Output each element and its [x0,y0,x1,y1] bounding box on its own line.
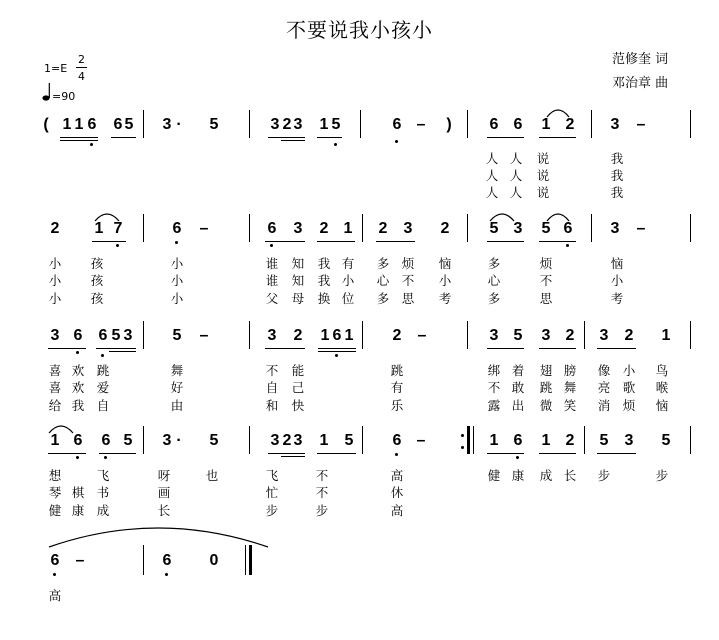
lyric: 我 [71,398,85,413]
note: 2 [293,327,303,344]
lyric: 能 [291,363,305,378]
lyric: 由 [170,398,184,413]
underline [109,351,136,352]
note: 3 [270,116,280,133]
note: 6 [113,116,123,133]
lyric: 考 [610,291,624,306]
underline [99,453,136,454]
lyric: 不 [265,363,279,378]
underline [317,453,356,454]
underline [92,241,126,242]
lyric: 亮 [597,380,611,395]
lyric: 乐 [390,398,404,413]
barline [690,426,691,454]
lyric: 我 [610,151,624,166]
lyric: 爱 [96,380,110,395]
note: 2 [565,116,575,133]
barline [591,214,592,242]
underline [539,453,576,454]
lyric: 像 [597,363,611,378]
underline [96,348,136,349]
lyric: 棋 [71,485,85,500]
lyric: 画 [157,485,171,500]
note: 3 [403,220,413,237]
note: 5 [541,220,551,237]
underline [487,137,524,138]
note: 2 [50,220,60,237]
note: 2 [392,327,402,344]
barline [591,110,592,138]
lyric: 多 [487,256,501,271]
lyric: 我 [317,273,331,288]
note: 6 [98,327,108,344]
lyric: 舞 [563,380,577,395]
underline [60,140,98,141]
lyric: 高 [48,588,62,603]
lyric: 歌 [622,380,636,395]
underline [318,348,356,349]
underline [487,348,524,349]
underline [281,140,305,141]
lyric: 露 [487,398,501,413]
note: 3 [489,327,499,344]
lyric: 母 [291,291,305,306]
underline [60,137,98,138]
lyric: 烦 [539,256,553,271]
low-octave-dot [516,456,519,459]
note: 2 [282,432,292,449]
lyric: 小 [622,363,636,378]
note: – [199,327,209,344]
repeat-dot [461,446,464,449]
note: 3 [541,327,551,344]
underline [317,137,342,138]
lyric: 恼 [610,256,624,271]
lyric: 喜 [48,363,62,378]
lyric: 想 [48,468,62,483]
low-octave-dot [566,244,569,247]
note: 2 [440,220,450,237]
note: 6 [50,552,60,569]
lyric: 说 [536,151,550,166]
note: 3 [123,327,133,344]
barline [690,321,691,349]
lyric: 考 [438,291,452,306]
lyric: 琴 [48,485,62,500]
underline [265,348,305,349]
low-octave-dot [335,354,338,357]
low-octave-dot [270,244,273,247]
lyric: 小 [341,273,355,288]
lyric: 小 [610,273,624,288]
lyric: 不 [315,468,329,483]
lyric: 鸟 [655,363,669,378]
note: 3 [267,327,277,344]
note: ) [446,116,452,133]
lyric: 高 [390,468,404,483]
key-signature: 1=E [44,62,68,75]
lyric: 成 [96,503,110,518]
note: 3 [293,220,303,237]
lyric: 孩 [90,273,104,288]
lyric: 多 [487,291,501,306]
note: 1 [94,220,104,237]
lyric: 位 [341,291,355,306]
note: 5 [209,432,219,449]
lyricist-credit: 范修奎 词 [612,52,669,67]
barline [690,214,691,242]
lyric: 父 [265,291,279,306]
underline [111,137,136,138]
lyric: 人 [485,185,499,200]
note: 3 [50,327,60,344]
lyric: 小 [48,273,62,288]
lyric: 欢 [71,363,85,378]
lyric: 有 [390,380,404,395]
underline [48,453,86,454]
note: – [636,116,646,133]
note: 1 [344,327,354,344]
underline [48,348,86,349]
note: 6 [392,432,402,449]
lyric: 小 [170,291,184,306]
time-signature-bottom: 4 [78,70,85,83]
barline [143,321,144,349]
low-octave-dot [165,573,168,576]
lyric: 多 [376,291,390,306]
composer-credit: 邓治章 曲 [612,76,669,91]
barline [249,214,250,242]
note: 1 [319,116,329,133]
lyric: 好 [170,380,184,395]
note: 1 [541,432,551,449]
lyric: 谁 [265,256,279,271]
lyric: 小 [170,256,184,271]
underline [268,137,305,138]
underline [539,348,576,349]
lyric: 人 [509,168,523,183]
lyric: 烦 [622,398,636,413]
underline [539,137,576,138]
repeat-barline-thick [467,426,470,454]
note: 5 [599,432,609,449]
note: 6 [563,220,573,237]
lyric: 不 [487,380,501,395]
barline [362,426,363,454]
lyric: 喉 [655,380,669,395]
note: 1 [320,327,330,344]
note: 6 [73,327,83,344]
note: 5 [172,327,182,344]
lyric: 康 [511,468,525,483]
note: 7 [113,220,123,237]
lyric: 喜 [48,380,62,395]
lyric: 我 [317,256,331,271]
note: – [416,432,426,449]
barline [584,426,585,454]
note: 5 [489,220,499,237]
barline [143,545,144,575]
low-octave-dot [334,143,337,146]
note: 1 [343,220,353,237]
note: 6 [73,432,83,449]
lyric: 长 [157,503,171,518]
lyric: 人 [485,151,499,166]
barline [467,214,468,242]
note: 3 [610,220,620,237]
underline [376,241,415,242]
lyric: 我 [610,168,624,183]
note: 3 [293,116,303,133]
lyric: 知 [291,273,305,288]
note: 5 [344,432,354,449]
underline [597,453,636,454]
note: 3 [293,432,303,449]
note: 6 [172,220,182,237]
lyric: 步 [265,503,279,518]
barline [362,321,363,349]
barline [362,214,363,242]
lyric: 小 [170,273,184,288]
note: ( [43,116,49,133]
note: 6 [513,432,523,449]
lyric: 我 [610,185,624,200]
note: 1 [541,116,551,133]
lyric: 思 [401,291,415,306]
lyric: 自 [96,398,110,413]
lyric: 出 [511,398,525,413]
note: 1 [489,432,499,449]
low-octave-dot [101,354,104,357]
note: 3 [610,116,620,133]
note: 1 [74,116,84,133]
barline [143,214,144,242]
lyric: 小 [48,256,62,271]
low-octave-dot [116,244,119,247]
note: 0 [209,552,219,569]
underline [265,241,305,242]
lyric: 呀 [157,468,171,483]
lyric: 谁 [265,273,279,288]
note: 3 [162,116,172,133]
note: 3 [513,220,523,237]
lyric: 孩 [90,291,104,306]
lyric: 消 [597,398,611,413]
note: 2 [565,432,575,449]
note: 6 [332,327,342,344]
lyric: 人 [509,151,523,166]
barline [360,110,361,138]
note: – [199,220,209,237]
lyric: 给 [48,398,62,413]
lyric: 着 [511,363,525,378]
note: 2 [624,327,634,344]
lyric: 恼 [438,256,452,271]
barline [249,110,250,138]
lyric: 步 [315,503,329,518]
lyric: 步 [597,468,611,483]
final-barline-thick [249,545,252,575]
note: 6 [513,116,523,133]
note: 2 [282,116,292,133]
barline [467,110,468,138]
note: – [417,327,427,344]
note: 5 [661,432,671,449]
lyric: 飞 [265,468,279,483]
lyric: 成 [539,468,553,483]
note: 5 [111,327,121,344]
lyric: 跳 [390,363,404,378]
lyric: 孩 [90,256,104,271]
underline [487,241,524,242]
repeat-barline-thin [473,426,474,454]
note: – [416,116,426,133]
lyric: 有 [341,256,355,271]
lyric: 膀 [563,363,577,378]
note: 6 [101,432,111,449]
note: 1 [50,432,60,449]
lyric: 说 [536,185,550,200]
lyric: 健 [487,468,501,483]
lyric: 人 [509,185,523,200]
note: 3 [599,327,609,344]
song-title: 不要说我小孩小 [286,18,433,42]
lyric: 自 [265,380,279,395]
barline [584,321,585,349]
lyric: 和 [265,398,279,413]
lyric: 书 [96,485,110,500]
barline [249,426,250,454]
underline [487,453,524,454]
lyric: 小 [438,273,452,288]
lyric: 说 [536,168,550,183]
lyric: 长 [563,468,577,483]
low-octave-dot [76,351,79,354]
underline [539,241,576,242]
lyric: 翅 [539,363,553,378]
lyric: 忙 [265,485,279,500]
lyric: 烦 [401,256,415,271]
note: 5 [123,432,133,449]
lyric: 不 [401,273,415,288]
low-octave-dot [90,143,93,146]
note: – [75,552,85,569]
barline [467,321,468,349]
low-octave-dot [53,573,56,576]
lyric: 多 [376,256,390,271]
low-octave-dot [76,456,79,459]
note: · [176,432,182,449]
low-octave-dot [395,453,398,456]
lyric: 思 [539,291,553,306]
lyric: 跳 [96,363,110,378]
barline [690,110,691,138]
lyric: 人 [485,168,499,183]
barline [143,426,144,454]
lyric: 敢 [511,380,525,395]
low-octave-dot [395,140,398,143]
note: 5 [513,327,523,344]
lyric: 笑 [563,398,577,413]
time-signature-top: 2 [78,53,85,66]
lyric: 知 [291,256,305,271]
note: 3 [624,432,634,449]
note: 1 [62,116,72,133]
lyric: 步 [655,468,669,483]
underline [597,348,636,349]
lyric: 心 [487,273,501,288]
low-octave-dot [104,456,107,459]
lyric: 换 [317,291,331,306]
note: 5 [331,116,341,133]
note: 6 [267,220,277,237]
note: 2 [319,220,329,237]
note: 2 [378,220,388,237]
lyric: 不 [539,273,553,288]
note: 3 [270,432,280,449]
note: – [636,220,646,237]
underline [281,456,305,457]
lyric: 不 [315,485,329,500]
repeat-dot [461,434,464,437]
note: 6 [392,116,402,133]
lyric: 舞 [170,363,184,378]
lyric: 康 [71,503,85,518]
underline [268,453,305,454]
lyric: 欢 [71,380,85,395]
note: 2 [565,327,575,344]
note: 3 [162,432,172,449]
low-octave-dot [175,241,178,244]
note: 5 [124,116,134,133]
lyric: 绑 [487,363,501,378]
lyric: 心 [376,273,390,288]
note: · [176,116,182,133]
lyric: 高 [390,503,404,518]
lyric: 跳 [539,380,553,395]
underline [318,351,356,352]
note: 6 [162,552,172,569]
tempo-marking: =90 [52,90,76,103]
note: 5 [209,116,219,133]
note: 6 [489,116,499,133]
barline [249,321,250,349]
lyric: 飞 [96,468,110,483]
lyric: 恼 [655,398,669,413]
lyric: 休 [390,485,404,500]
lyric: 小 [48,291,62,306]
lyric: 微 [539,398,553,413]
lyric: 己 [291,380,305,395]
lyric: 健 [48,503,62,518]
underline [317,241,355,242]
final-barline-thin [245,545,246,575]
lyric: 快 [291,398,305,413]
lyric: 也 [205,468,219,483]
barline [143,110,144,138]
note: 1 [661,327,671,344]
note: 1 [319,432,329,449]
note: 6 [87,116,97,133]
